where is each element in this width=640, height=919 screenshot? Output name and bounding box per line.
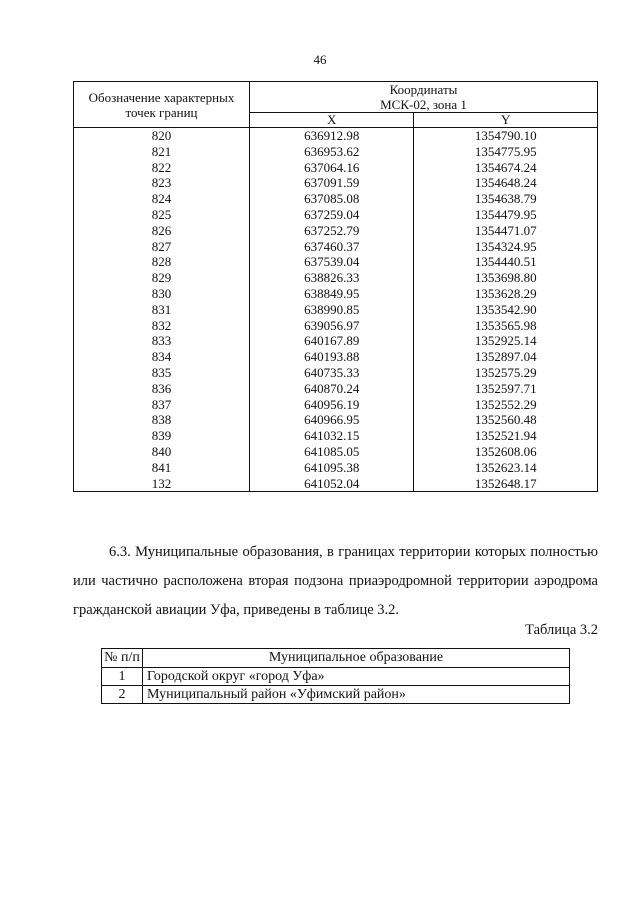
section-paragraph (73, 538, 598, 625)
point-cell: 841 (74, 460, 250, 476)
table-row (74, 254, 598, 270)
y-cell: 1354471.07 (414, 223, 598, 239)
table-row (74, 239, 598, 255)
x-cell: 640956.19 (250, 397, 414, 413)
table-row (74, 476, 598, 492)
table-row (74, 302, 598, 318)
point-cell: 830 (74, 286, 250, 302)
y-cell: 1354440.51 (414, 254, 598, 270)
table-row (74, 223, 598, 239)
y-cell: 1354324.95 (414, 239, 598, 255)
x-cell: 638849.95 (250, 286, 414, 302)
table-row (74, 349, 598, 365)
coordinate-system-header: МСК-02, зона 1 (250, 97, 598, 113)
designation-header: Обозначение характерных точек границ (74, 82, 250, 128)
x-cell: 641095.38 (250, 460, 414, 476)
y-header: Y (414, 113, 598, 128)
table-row (74, 286, 598, 302)
coordinates-table (73, 81, 598, 492)
point-cell: 823 (74, 175, 250, 191)
x-cell: 637460.37 (250, 239, 414, 255)
paragraph-text: 6.3. Муниципальные образования, в границах территории которых полностью или частично расположена вторая подзона приаэродромной территории аэродрома гражданской авиации Уфа, приведены в таблице 3.2. (73, 544, 598, 618)
point-cell: 822 (74, 160, 250, 176)
point-cell: 834 (74, 349, 250, 365)
y-cell: 1352608.06 (414, 444, 598, 460)
table-row (74, 428, 598, 444)
x-cell: 636912.98 (250, 128, 414, 144)
table-row (102, 668, 570, 686)
x-cell: 638990.85 (250, 302, 414, 318)
point-cell: 832 (74, 318, 250, 334)
y-cell: 1354479.95 (414, 207, 598, 223)
coordinates-table-body (74, 128, 598, 492)
point-cell: 828 (74, 254, 250, 270)
y-cell: 1354790.10 (414, 128, 598, 144)
table-row (74, 412, 598, 428)
table-row (74, 207, 598, 223)
point-cell: 837 (74, 397, 250, 413)
x-header: X (250, 113, 414, 128)
y-cell: 1352897.04 (414, 349, 598, 365)
x-cell: 641052.04 (250, 476, 414, 492)
y-cell: 1354775.95 (414, 144, 598, 160)
y-cell: 1354648.24 (414, 175, 598, 191)
point-cell: 820 (74, 128, 250, 144)
point-cell: 838 (74, 412, 250, 428)
point-cell: 840 (74, 444, 250, 460)
municipalities-table (101, 648, 570, 704)
number-cell: 1 (102, 668, 143, 686)
point-cell: 821 (74, 144, 250, 160)
page-number: 46 (313, 52, 327, 67)
point-cell: 132 (74, 476, 250, 492)
table-row (74, 397, 598, 413)
x-cell: 640193.88 (250, 349, 414, 365)
number-cell: 2 (102, 686, 143, 704)
y-cell: 1352623.14 (414, 460, 598, 476)
point-cell: 825 (74, 207, 250, 223)
x-cell: 639056.97 (250, 318, 414, 334)
table-caption: Таблица 3.2 (525, 622, 598, 638)
number-header: № п/п (102, 649, 143, 668)
y-cell: 1353565.98 (414, 318, 598, 334)
table-row (74, 381, 598, 397)
y-cell: 1352552.29 (414, 397, 598, 413)
table-row (74, 144, 598, 160)
x-cell: 640167.89 (250, 333, 414, 349)
y-cell: 1352575.29 (414, 365, 598, 381)
point-cell: 829 (74, 270, 250, 286)
municipality-cell: Городской округ «город Уфа» (143, 668, 570, 686)
x-cell: 637091.59 (250, 175, 414, 191)
y-cell: 1354638.79 (414, 191, 598, 207)
municipalities-table-body (102, 668, 570, 704)
x-cell: 640870.24 (250, 381, 414, 397)
y-cell: 1352521.94 (414, 428, 598, 444)
table-row (74, 160, 598, 176)
point-cell: 835 (74, 365, 250, 381)
point-cell: 833 (74, 333, 250, 349)
table-row (74, 318, 598, 334)
y-cell: 1353628.29 (414, 286, 598, 302)
table-row (74, 333, 598, 349)
x-cell: 638826.33 (250, 270, 414, 286)
x-cell: 641085.05 (250, 444, 414, 460)
y-cell: 1352560.48 (414, 412, 598, 428)
municipality-cell: Муниципальный район «Уфимский район» (143, 686, 570, 704)
x-cell: 641032.15 (250, 428, 414, 444)
y-cell: 1352648.17 (414, 476, 598, 492)
table-row (74, 128, 598, 144)
table-row (74, 270, 598, 286)
x-cell: 637085.08 (250, 191, 414, 207)
municipality-header: Муниципальное образование (143, 649, 570, 668)
point-cell: 836 (74, 381, 250, 397)
x-cell: 637064.16 (250, 160, 414, 176)
x-cell: 640966.95 (250, 412, 414, 428)
x-cell: 640735.33 (250, 365, 414, 381)
point-cell: 831 (74, 302, 250, 318)
table-row (74, 191, 598, 207)
table-row (74, 175, 598, 191)
coordinates-header: Координаты (250, 82, 598, 98)
y-cell: 1352597.71 (414, 381, 598, 397)
x-cell: 637259.04 (250, 207, 414, 223)
table-row (74, 444, 598, 460)
y-cell: 1353542.90 (414, 302, 598, 318)
y-cell: 1353698.80 (414, 270, 598, 286)
point-cell: 826 (74, 223, 250, 239)
table-row (102, 686, 570, 704)
x-cell: 637252.79 (250, 223, 414, 239)
table-row (74, 460, 598, 476)
x-cell: 636953.62 (250, 144, 414, 160)
x-cell: 637539.04 (250, 254, 414, 270)
point-cell: 827 (74, 239, 250, 255)
table-row (74, 365, 598, 381)
y-cell: 1352925.14 (414, 333, 598, 349)
y-cell: 1354674.24 (414, 160, 598, 176)
point-cell: 839 (74, 428, 250, 444)
point-cell: 824 (74, 191, 250, 207)
